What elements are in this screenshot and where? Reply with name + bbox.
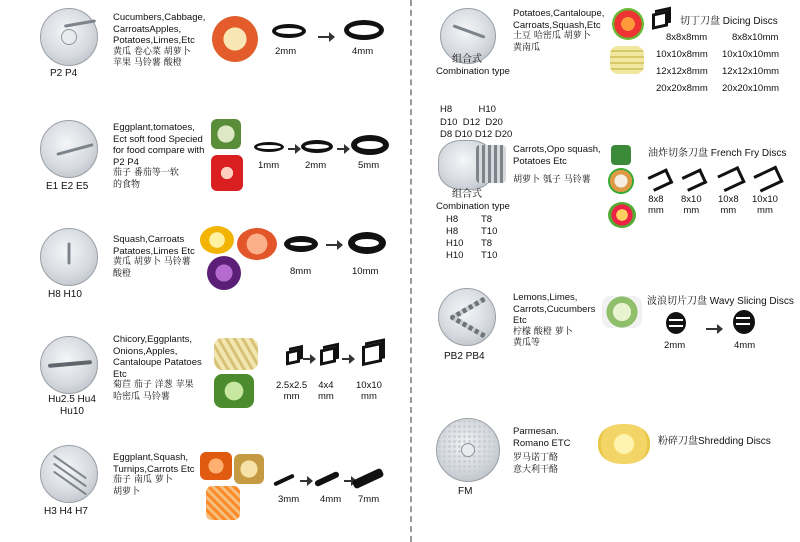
wavy-slice-2mm-icon bbox=[666, 312, 686, 334]
desc-dicing: Potatoes,Cantaloupe, Carroats,Squash,Etc 土豆 哈密瓜 胡萝卜 黄南瓜 bbox=[513, 8, 605, 53]
desc-e1-e2-e5: Eggplant,tomatoes, Ect soft food Specied for food compare with P2 P4 茄子 番茄等一软 的食物 bbox=[113, 122, 205, 190]
combo-title-en: Combination type bbox=[436, 201, 510, 212]
size-1mm: 1mm bbox=[258, 160, 280, 171]
arrow-right-icon bbox=[337, 148, 345, 150]
food-photo-potato-strips bbox=[214, 338, 258, 370]
codes-p2-p4: P2 P4 bbox=[50, 68, 78, 79]
fry-8x10-icon bbox=[682, 168, 708, 191]
food-photo-carrots bbox=[237, 228, 277, 260]
food-photo-diced-potato bbox=[610, 46, 644, 74]
desc-french-fry: Carrots,Opo squash, Potatoes Etc 胡萝卜 瓠子 马铃薯 bbox=[513, 144, 601, 185]
combo-title-cn: 组合式 bbox=[452, 189, 482, 200]
size-2-5x2-5: 2.5x2.5 mm bbox=[276, 380, 308, 402]
wavy-header: 波浪切片刀盘 Wavy Slicing Discs bbox=[647, 296, 794, 307]
dice-cube-icon bbox=[652, 10, 668, 29]
julienne-icon bbox=[286, 349, 300, 366]
desc-p2-p4: Cucumbers,Cabbage, CarroatsApples, Potatoes,Limes,Etc 黄瓜 卷心菜 胡萝卜 苹果 马铃薯 酸橙 bbox=[113, 12, 206, 68]
size-3mm: 3mm bbox=[278, 494, 300, 505]
codes-e1-e2-e5: E1 E2 E5 bbox=[46, 181, 89, 192]
food-photo-diced-mix bbox=[612, 8, 644, 40]
slice-8mm-icon bbox=[284, 236, 318, 252]
arrow-right-icon bbox=[300, 480, 308, 482]
arrow-right-icon bbox=[326, 244, 338, 246]
stick-4mm-icon bbox=[314, 471, 340, 487]
arrow-right-icon bbox=[303, 358, 311, 360]
size-7mm: 7mm bbox=[358, 494, 380, 505]
size-4mm: 4mm bbox=[352, 46, 374, 57]
size-2mm: 2mm bbox=[305, 160, 327, 171]
arrow-right-icon bbox=[344, 480, 352, 482]
size-8mm: 8mm bbox=[290, 266, 312, 277]
size-8x8: 8x8 mm bbox=[648, 194, 664, 216]
combo-title-cn: 组合式 bbox=[452, 54, 482, 65]
codes-h8-h10: H8 H10 bbox=[48, 289, 82, 300]
food-photo-cucumber-carrot bbox=[212, 16, 258, 62]
size-10x10: 10x10 mm bbox=[752, 194, 778, 216]
shredding-header: 粉碎刀盘Shredding Discs bbox=[658, 436, 771, 447]
codes-h3-h4-h7: H3 H4 H7 bbox=[44, 506, 88, 517]
wavy-slice-4mm-icon bbox=[733, 310, 755, 334]
slice-1mm-icon bbox=[254, 142, 284, 152]
size-10mm: 10mm bbox=[352, 266, 379, 277]
slice-2mm-icon bbox=[272, 24, 306, 38]
food-photo-lemons bbox=[200, 226, 234, 254]
food-photo-cabbage bbox=[207, 256, 241, 290]
slice-4mm-icon bbox=[344, 20, 384, 40]
codes-hu: Hu2.5 Hu4 Hu10 bbox=[48, 394, 96, 417]
size-8x10: 8x10 mm bbox=[681, 194, 702, 216]
desc-h3-h4-h7: Eggplant,Squash, Turnips,Carrots Etc 茄子 南瓜 萝卜 胡萝卜 bbox=[113, 452, 195, 497]
fry-8x8-icon bbox=[648, 168, 674, 191]
arrow-right-icon bbox=[318, 36, 330, 38]
desc-wavy: Lemons,Limes, Carrots,Cucumbers Etc 柠檬 酸橙 萝卜 黄瓜等 bbox=[513, 292, 596, 348]
desc-shredding: Parmesan. Romano ETC 罗马诺丁酪 意大利干酪 bbox=[513, 426, 571, 475]
desc-h8-h10: Squash,Carroats Patatoes,Limes Etc 黄瓜 胡萝卜 马铃薯 酸橙 bbox=[113, 234, 195, 279]
combo-title-en: Combination type bbox=[436, 66, 510, 77]
stick-3mm-icon bbox=[273, 474, 295, 487]
size-2mm: 2mm bbox=[275, 46, 297, 57]
stick-7mm-icon bbox=[352, 468, 385, 490]
size-10x8: 10x8 mm bbox=[718, 194, 739, 216]
center-divider bbox=[410, 0, 412, 542]
french-fry-header: 油炸切条刀盘 French Fry Discs bbox=[648, 148, 787, 159]
fry-10x8-icon bbox=[717, 166, 745, 192]
food-photo-fries-mix bbox=[608, 168, 634, 194]
dicing-header: 切丁刀盘 Dicing Discs bbox=[680, 16, 778, 27]
food-photo-diced-salad bbox=[608, 202, 636, 228]
food-photo-grated-cheese bbox=[598, 424, 650, 464]
arrow-right-icon bbox=[288, 148, 296, 150]
food-photo-carrot-strips bbox=[200, 452, 232, 480]
size-2mm: 2mm bbox=[664, 340, 686, 351]
slice-10mm-icon bbox=[348, 232, 386, 254]
dicing-codes: H8 H10 D10 D12 D20 D8 D10 D12 D20 bbox=[440, 104, 513, 140]
food-photo-shredded-veg bbox=[214, 374, 254, 408]
arrow-right-icon bbox=[706, 328, 718, 330]
food-photo-tomato bbox=[211, 155, 243, 191]
codes-fm: FM bbox=[458, 486, 473, 497]
slice-5mm-icon bbox=[351, 135, 389, 155]
julienne-icon bbox=[362, 342, 382, 366]
fry-10x10-icon bbox=[753, 166, 783, 193]
food-photo-turnip-strips bbox=[234, 454, 264, 484]
food-photo-eggplant bbox=[211, 119, 241, 149]
codes-pb2-pb4: PB2 PB4 bbox=[444, 351, 485, 362]
julienne-icon bbox=[320, 346, 336, 365]
food-photo-wavy-cucumber bbox=[602, 296, 642, 328]
size-4x4: 4x4 mm bbox=[318, 380, 334, 402]
desc-hu: Chicory,Eggplants, Onions,Apples, Cantaloupe Patatoes Etc 菊苣 茄子 洋葱 苹果 哈密瓜 马铃薯 bbox=[113, 334, 202, 402]
size-5mm: 5mm bbox=[358, 160, 380, 171]
food-photo-julienne bbox=[206, 486, 240, 520]
size-4mm: 4mm bbox=[734, 340, 756, 351]
size-4mm: 4mm bbox=[320, 494, 342, 505]
size-10x10: 10x10 mm bbox=[356, 380, 382, 402]
arrow-right-icon bbox=[342, 358, 350, 360]
food-photo-greens bbox=[611, 145, 631, 165]
slice-2mm-icon bbox=[301, 140, 333, 153]
